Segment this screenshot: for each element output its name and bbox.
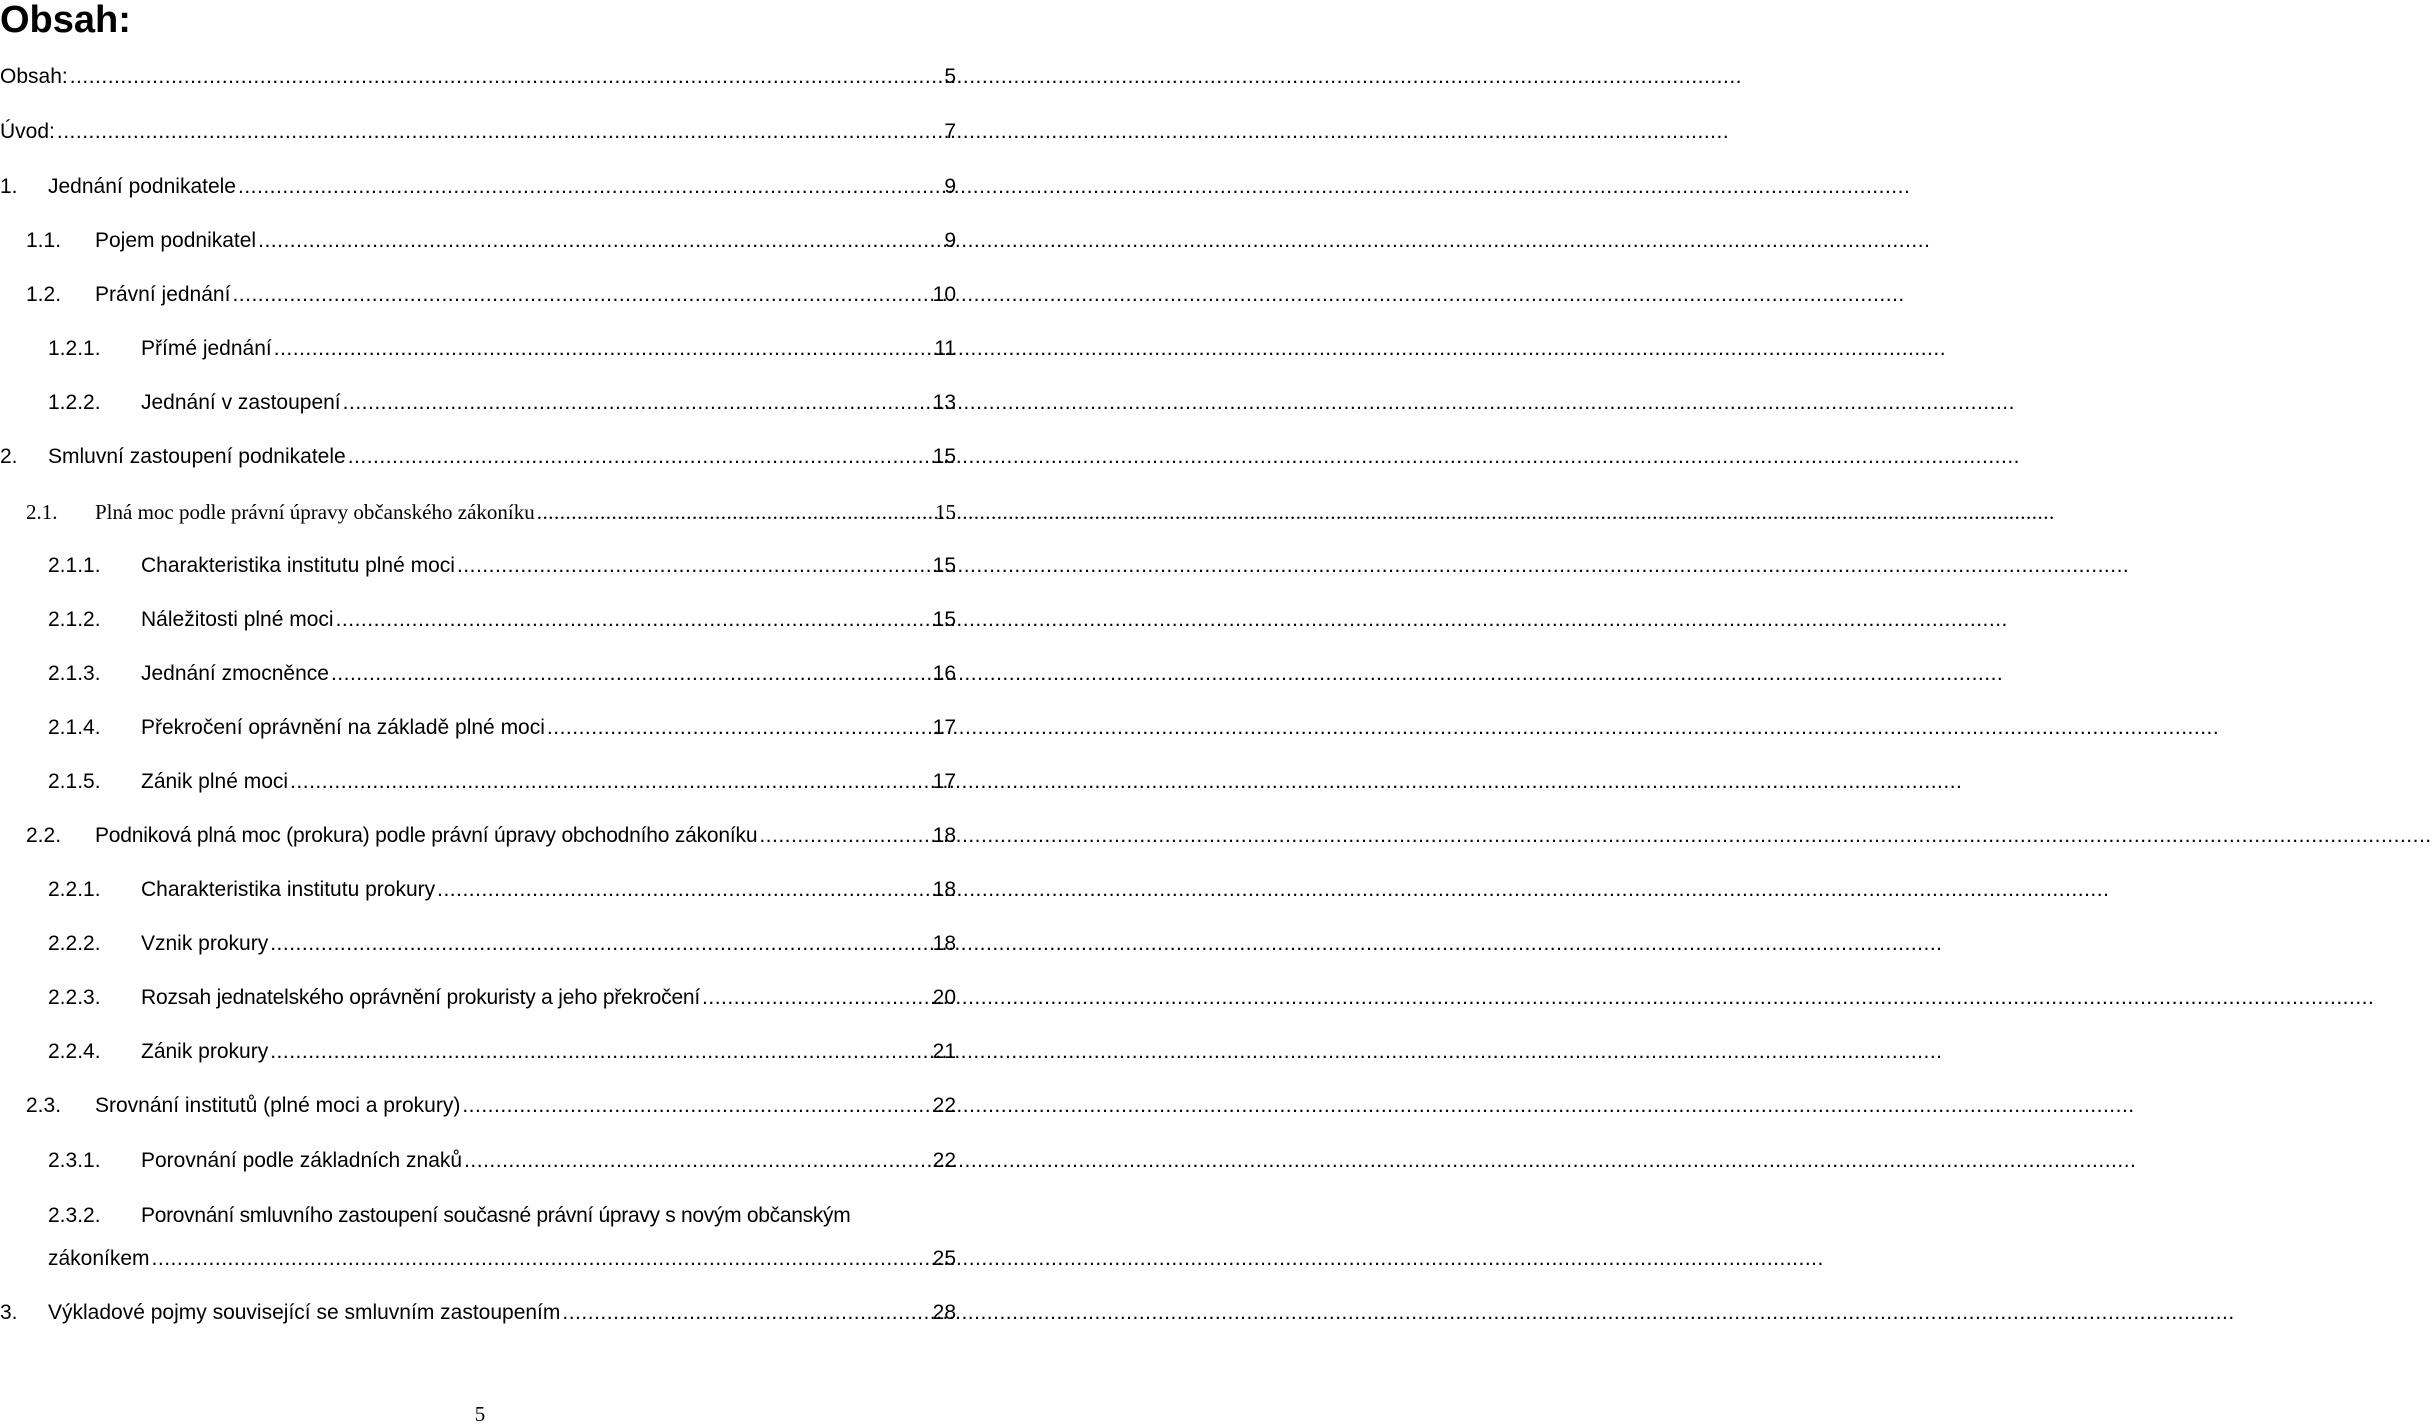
toc-entry-2-2[interactable] [26,821,956,851]
toc-entry-title: Překročení oprávnění na základě plné moci [141,716,545,739]
toc-leader-dots [464,1146,931,1176]
toc-entry-obsah[interactable] [0,62,956,92]
toc-entry-page: 15 [935,500,956,524]
toc-entry-title: Porovnání podle základních znaků [141,1149,463,1172]
toc-entry-page: 10 [932,283,956,306]
toc-leader-dots [537,497,933,527]
toc-entry-title: Vznik prokury [141,932,269,955]
toc-entry-page: 28 [932,1301,956,1324]
toc-entry-page: 13 [932,391,956,414]
toc-entry-2-1-2[interactable] [48,605,956,635]
toc-entry-title: Podniková plná moc (prokura) podle právní úpravy obchodního zákoníku [95,824,758,847]
toc-leader-dots [238,172,942,202]
toc-entry-number: 3. [0,1301,18,1324]
toc-entry-title: Zánik prokury [141,1040,269,1063]
toc-entry-number: 2.1.5. [48,770,101,793]
toc-leader-dots [437,875,931,905]
toc-leader-dots [70,62,943,92]
toc-entry-page: 15 [932,445,956,468]
toc-entry-number: 1.2.2. [48,391,101,414]
toc-entry-2[interactable] [0,442,956,472]
toc-entry-title: Jednání v zastoupení [141,391,341,414]
toc-entry-number: 2.2. [26,824,62,847]
toc-leader-dots [270,929,930,959]
toc-entry-page: 17 [932,716,956,739]
toc-entry-page: 9 [944,175,956,198]
toc-entry-2-2-2[interactable] [48,929,956,959]
toc-leader-dots [331,659,931,689]
toc-leader-dots [343,388,931,418]
toc-entry-title: Pojem podnikatel [95,229,257,252]
toc-leader-dots [57,117,942,147]
toc-entry-uvod[interactable] [0,117,956,147]
toc-entry-2-2-3[interactable] [48,983,956,1013]
toc-leader-dots [274,334,932,364]
toc-entry-2-1-3[interactable] [48,659,956,689]
toc-entry-2-3-2[interactable] [48,1201,956,1231]
toc-leader-dots [462,1091,930,1121]
toc-leader-dots [270,1037,930,1067]
toc-entry-1-2[interactable] [26,280,956,310]
toc-entry-2-1[interactable] [26,497,956,527]
toc-leader-dots [702,983,931,1013]
toc-entry-title: Právní jednání [95,283,231,306]
toc-entry-page: 25 [932,1247,956,1270]
toc-entry-2-1-4[interactable] [48,713,956,743]
toc-entry-title: Charakteristika institutu prokury [141,878,436,901]
toc-entry-page: 17 [932,770,956,793]
toc-leader-dots [562,1298,930,1328]
toc-entry-1-2-1[interactable] [48,334,956,364]
toc-leader-dots [336,605,931,635]
toc-entry-page: 11 [934,337,956,360]
toc-entry-title: Smluvní zastoupení podnikatele [48,445,346,468]
toc-leader-dots [258,226,942,256]
toc-entry-2-3[interactable] [26,1091,956,1121]
toc-entry-3[interactable] [0,1298,956,1328]
toc-entry-title: Výkladové pojmy související se smluvním zastoupením [48,1301,561,1324]
toc-entry-page: 22 [932,1149,956,1172]
toc-entry-number: 2.2.2. [48,932,101,955]
toc-entry-page: 22 [932,1094,956,1117]
toc-entry-number: 2.3. [26,1094,62,1117]
toc-entry-page: 18 [932,824,956,847]
toc-entry-page: 7 [944,120,956,143]
toc-entry-number: 2. [0,445,18,468]
toc-entry-page: 20 [932,986,956,1009]
toc-entry-number: 1.2.1. [48,337,101,360]
table-of-contents [0,0,960,1426]
toc-entry-number: 2.1. [26,500,58,524]
toc-entry-2-1-5[interactable] [48,767,956,797]
toc-leader-dots [290,767,931,797]
toc-leader-dots [547,713,931,743]
toc-entry-2-3-1[interactable] [48,1146,956,1176]
toc-entry-number: 2.2.1. [48,878,101,901]
toc-entry-title: Jednání zmocněnce [141,662,329,685]
toc-entry-number: 1.2. [26,283,62,306]
toc-entry-page: 15 [932,554,956,577]
toc-entry-title: Plná moc podle právní úpravy občanského zákoníku [95,500,535,524]
toc-entry-title: Srovnání institutů (plné moci a prokury) [95,1094,461,1117]
toc-entry-title: Charakteristika institutu plné moci [141,554,455,577]
toc-entry-title: Rozsah jednatelského oprávnění prokuristy a jeho překročení [141,986,701,1009]
toc-entry-title: Jednání podnikatele [48,175,236,198]
toc-entry-2-2-1[interactable] [48,875,956,905]
toc-leader-dots [457,551,931,581]
toc-entry-1[interactable] [0,172,956,202]
toc-entry-number: 1. [0,175,18,198]
toc-entry-2-1-1[interactable] [48,551,956,581]
toc-entry-title: Zánik plné moci [141,770,289,793]
toc-entry-number: 2.1.2. [48,608,101,631]
toc-entry-page: 9 [944,229,956,252]
toc-leader-dots [759,821,930,851]
toc-entry-1-1[interactable] [26,226,956,256]
toc-entry-number: 2.3.1. [48,1149,101,1172]
toc-leader-dots [232,280,930,310]
toc-entry-number: 1.1. [26,229,62,252]
page-number: 5 [474,1402,486,1426]
toc-entry-title: Porovnání smluvního zastoupení současné právní úpravy s novým občanským [141,1204,851,1227]
toc-entry-1-2-2[interactable] [48,388,956,418]
toc-leader-dots [152,1244,931,1274]
toc-entry-page: 18 [932,878,956,901]
toc-entry-number: 2.1.1. [48,554,101,577]
toc-entry-number: 2.3.2. [48,1204,101,1227]
toc-entry-title-continuation: zákoníkem [48,1247,150,1270]
toc-entry-page: 21 [932,1040,956,1063]
toc-leader-dots [348,442,931,472]
toc-entry-title: Úvod: [0,120,55,143]
toc-entry-2-2-4[interactable] [48,1037,956,1067]
toc-entry-page: 16 [932,662,956,685]
toc-entry-page: 18 [932,932,956,955]
toc-entry-title: Náležitosti plné moci [141,608,334,631]
toc-entry-page: 5 [944,65,956,88]
page-heading: Obsah: [0,0,131,41]
toc-entry-title: Přímé jednání [141,337,272,360]
toc-entry-2-3-2-continuation[interactable] [48,1244,956,1274]
toc-entry-page: 15 [932,608,956,631]
toc-entry-number: 2.2.4. [48,1040,101,1063]
toc-entry-number: 2.1.4. [48,716,101,739]
toc-entry-title: Obsah: [0,65,68,88]
toc-entry-number: 2.2.3. [48,986,101,1009]
toc-entry-number: 2.1.3. [48,662,101,685]
